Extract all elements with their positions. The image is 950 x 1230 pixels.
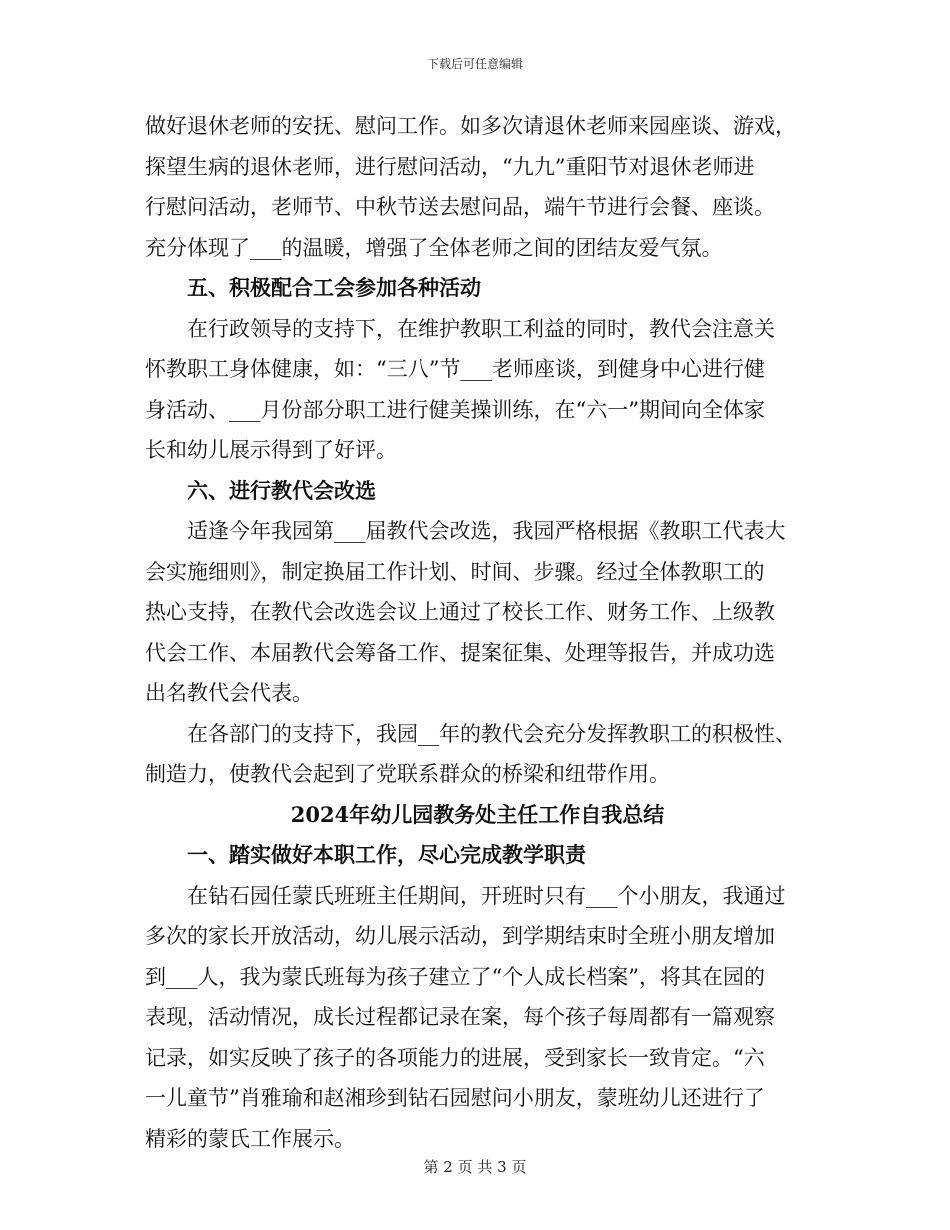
paragraph-line: 表现，活动情况，成长过程都记录在案，每个孩子每周都有一篇观察 xyxy=(145,1005,775,1029)
section-heading: 五、积极配合工会参加各种活动 xyxy=(187,275,481,300)
paragraph-line: 怀教职工身体健康，如：“三八”节___老师座谈，到健身中心进行健 xyxy=(145,357,765,381)
paragraph-line: 代会工作、本届教代会筹备工作、提案征集、处理等报告，并成功选 xyxy=(145,640,775,665)
paragraph-line: 到___人，我为蒙氏班每为孩子建立了“个人成长档案”，将其在园的 xyxy=(145,964,765,989)
paragraph-line: 出名教代会代表。 xyxy=(145,681,313,705)
paragraph-line: 多次的家长开放活动，幼儿展示活动，到学期结束时全班小朋友增加 xyxy=(145,924,775,948)
paragraph-line: 做好退休老师的安抚、慰问工作。如多次请退休老师来园座谈、游戏， xyxy=(145,114,796,138)
paragraph-line: 会实施细则》，制定换届工作计划、时间、步骤。经过全体教职工的 xyxy=(145,559,765,584)
paragraph-line: 充分体现了___的温暖，增强了全体老师之间的团结友爱气氛。 xyxy=(145,235,723,260)
document-body xyxy=(145,106,810,1159)
paragraph-line: 精彩的蒙氏工作展示。 xyxy=(145,1126,355,1151)
paragraph-line: 在钻石园任蒙氏班班主任期间，开班时只有___个小朋友，我通过 xyxy=(187,883,786,908)
paragraph-line: 在各部门的支持下，我园__年的教代会充分发挥教职工的积极性、 xyxy=(187,721,796,746)
section-heading: 一、踏实做好本职工作，尽心完成教学职责 xyxy=(187,842,586,867)
paragraph-line: 一儿童节”肖雅瑜和赵湘珍到钻石园慰问小朋友，蒙班幼儿还进行了 xyxy=(145,1086,765,1110)
header-note: 下载后可任意编辑 xyxy=(426,57,523,71)
page-number: 第 2 页 共 3 页 xyxy=(423,1158,527,1176)
section-heading: 六、进行教代会改选 xyxy=(187,477,376,503)
paragraph-line: 在行政领导的支持下，在维护教职工利益的同时，教代会注意关 xyxy=(187,316,775,341)
paragraph-line: 身活动、___月份部分职工进行健美操训练，在“六一”期间向全体家 xyxy=(145,397,765,422)
paragraph-line: 行慰问活动，老师节、中秋节送去慰问品，端午节进行会餐、座谈。 xyxy=(145,195,775,219)
paragraph-line: 探望生病的退休老师，进行慰问活动，“九九”重阳节对退休老师进 xyxy=(145,154,755,179)
paragraph-line: 热心支持，在教代会改选会议上通过了校长工作、财务工作、上级教 xyxy=(145,600,775,624)
paragraph-line: 长和幼儿展示得到了好评。 xyxy=(145,438,397,462)
paragraph-line: 制造力，使教代会起到了党联系群众的桥梁和纽带作用。 xyxy=(145,762,670,786)
document-title: 2024年幼儿园教务处主任工作自我总结 xyxy=(290,801,665,827)
paragraph-line: 适逢今年我园第___届教代会改选，我园严格根据《教职工代表大 xyxy=(187,519,786,543)
paragraph-line: 记录，如实反映了孩子的各项能力的进展，受到家长一致肯定。“六 xyxy=(145,1045,765,1070)
